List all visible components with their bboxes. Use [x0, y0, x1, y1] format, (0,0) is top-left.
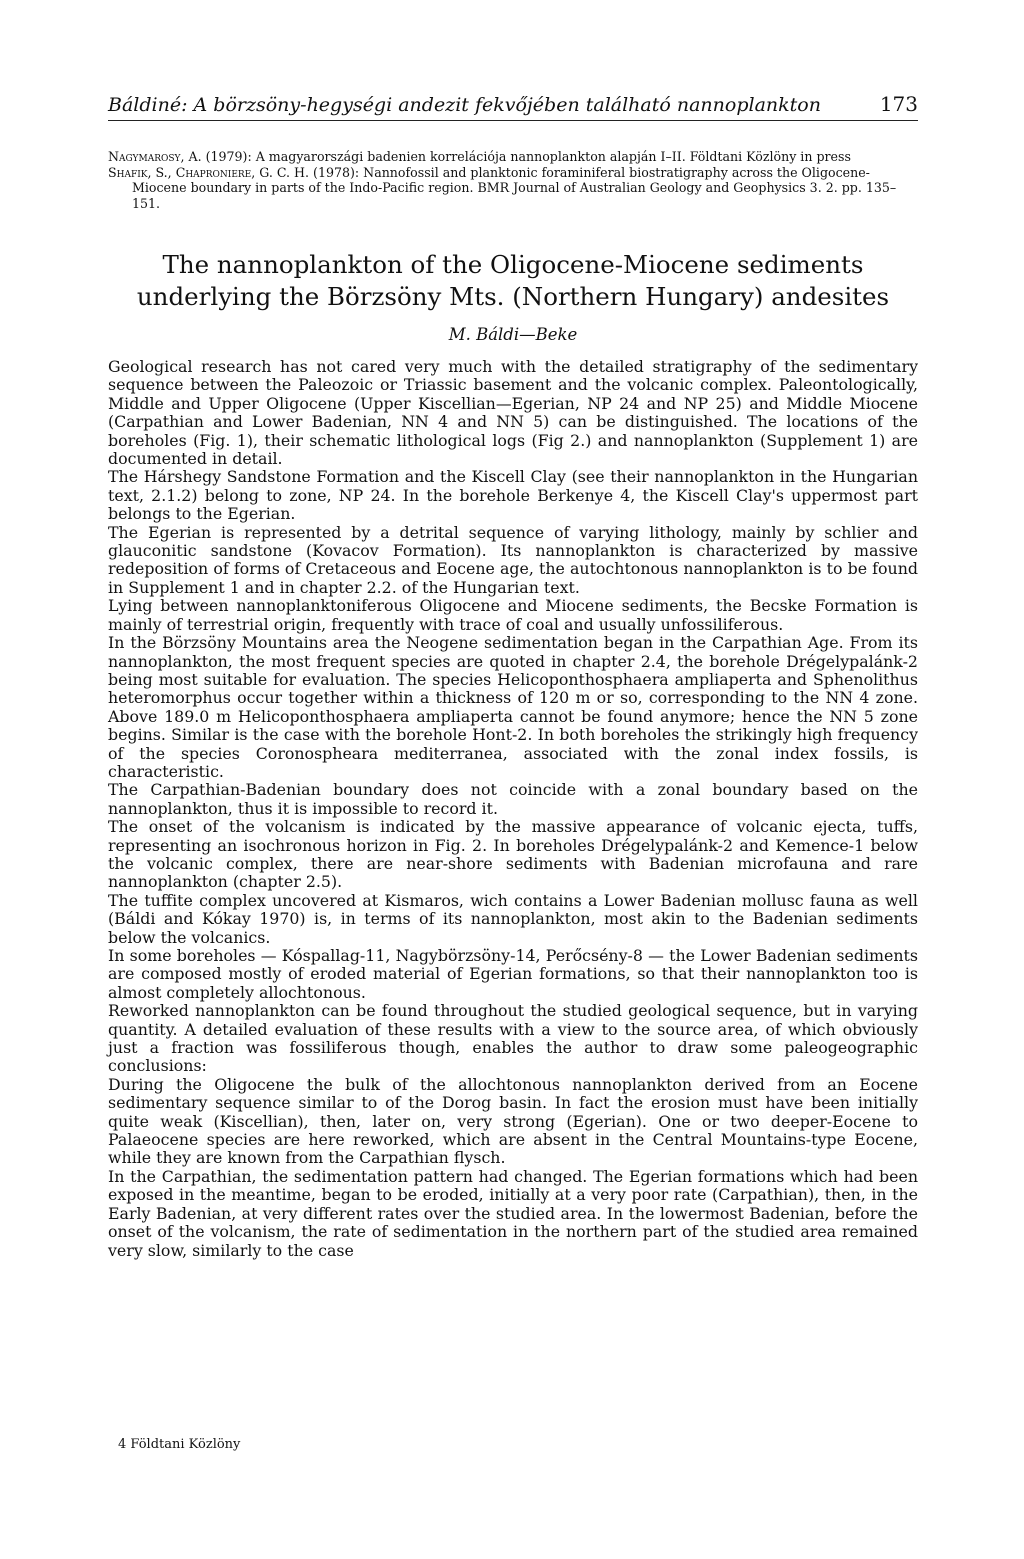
- running-title: Báldiné: A börzsöny-hegységi andezit fekvőjében található nannoplankton: [108, 94, 821, 116]
- reference-item: [108, 165, 918, 212]
- body-paragraph: In the Börzsöny Mountains area the Neogene sedimentation began in the Carpathian Age. From its nannoplankton, the most frequent species are quoted in chapter 2.4, the borehole Drégelypalánk-2 being most suitable for evaluation. The species Helicoponthosphaera ampliaperta and Sphenolithus heteromorphus occur together within a thickness of 120 m or so, corresponding to the NN 4 zone. Above 189.0 m Helicoponthosphaera ampliaperta cannot be found anymore; hence the NN 5 zone begins. Similar is the case with the borehole Hont-2. In both boreholes the strikingly high frequency of the species Coronospheara mediterranea, associated with the zonal index fossils, is characteristic.: [108, 633, 918, 781]
- article-author: M. Báldi—Beke: [448, 325, 578, 344]
- reference-text: (1978): Nannofossil and planktonic foraminiferal biostratigraphy across the Oligocene-Miocene boundary in parts of the Indo-Pacific region. BMR Journal of Australian Geology and Geophysics 3. 2. pp. 135–151.: [132, 164, 897, 211]
- body-paragraph: The Carpathian-Badenian boundary does not coincide with a zonal boundary based on the nannoplankton, thus it is impossible to record it.: [108, 780, 918, 818]
- body-paragraph: The Hárshegy Sandstone Formation and the Kiscell Clay (see their nannoplankton in the Hungarian text, 2.1.2) belong to zone, NP 24. In the borehole Berkenye 4, the Kiscell Clay's uppermost part belongs to the Egerian.: [108, 467, 918, 524]
- page-number: 173: [879, 92, 918, 116]
- body-paragraph: The Egerian is represented by a detrital sequence of varying lithology, mainly by schlier and glauconitic sandstone (Kovacov Formation). Its nannoplankton is characterized by massive redeposition of forms of Cretaceous and Eocene age, the autochtonous nannoplankton is to be found in Supplement 1 and in chapter 2.2. of the Hungarian text.: [108, 522, 918, 597]
- body-paragraph: Lying between nannoplanktoniferous Oligocene and Miocene sediments, the Becske Formation is mainly of terrestrial origin, frequently with trace of coal and usually unfossiliferous.: [108, 596, 918, 634]
- body-paragraph: During the Oligocene the bulk of the allochtonous nannoplankton derived from an Eocene sedimentary sequence similar to of the Dorog basin. In fact the erosion must have been initially quite weak (Kiscellian), then, later on, very strong (Egerian). One or two deeper-Eocene to Palaeocene species are here reworked, which are absent in the Central Mountains-type Eocene, while they are known from the Carpathian flysch.: [108, 1074, 918, 1168]
- body-paragraph: Geological research has not cared very much with the detailed stratigraphy of the sedimentary sequence between the Paleozoic or Triassic basement and the volcanic complex. Paleontologically, Middle and Upper Oligocene (Upper Kiscellian—Egerian, NP 24 and NP 25) and Middle Miocene (Carpathian and Lower Badenian, NN 4 and NN 5) can be distinguished. The locations of the boreholes (Fig. 1), their schematic lithological logs (Fig 2.) and nannoplankton (Supplement 1) are documented in detail.: [108, 357, 918, 469]
- reference-author: Shafik, S., Chaproniere, G. C. H.: [108, 164, 310, 180]
- body-paragraph: The onset of the volcanism is indicated by the massive appearance of volcanic ejecta, tuffs, representing an isochronous horizon in Fig. 2. In boreholes Drégelypalánk-2 and Kemence-1 below the volcanic complex, there are near-shore sediments with Badenian microfauna and rare nannoplankton (chapter 2.5).: [108, 817, 918, 892]
- reference-item: [108, 149, 918, 165]
- reference-text: (1979): A magyarországi badenien korrelációja nannoplankton alapján I–II. Földtani Közlöny in press: [201, 149, 851, 164]
- running-header: [108, 92, 918, 121]
- page: [108, 92, 918, 1260]
- page-footer: 4 Földtani Közlöny: [118, 1437, 241, 1452]
- article-title: [108, 249, 918, 313]
- article-title-line: underlying the Börzsöny Mts. (Northern Hungary) andesites: [136, 282, 890, 311]
- reference-list: [108, 149, 918, 211]
- body-paragraph: Reworked nannoplankton can be found throughout the studied geological sequence, but in varying quantity. A detailed evaluation of these results with a view to the source area, of which obviously just a fraction was fossiliferous though, enables the author to draw some paleogeographic conclusions:: [108, 1001, 918, 1076]
- article-body: [108, 358, 918, 1260]
- body-paragraph: In the Carpathian, the sedimentation pattern had changed. The Egerian formations which had been exposed in the meantime, began to be eroded, initially at a very poor rate (Carpathian), then, in the Early Badenian, at very different rates over the studied area. In the lowermost Badenian, before the onset of the volcanism, the rate of sedimentation in the northern part of the studied area remained very slow, similarly to the case: [108, 1166, 918, 1260]
- body-paragraph: In some boreholes — Kóspallag-11, Nagybörzsöny-14, Perőcsény-8 — the Lower Badenian sediments are composed mostly of eroded material of Egerian formations, so that their nannoplankton too is almost completely allochtonous.: [108, 946, 918, 1002]
- article-title-line: The nannoplankton of the Oligocene-Miocene sediments: [162, 250, 864, 279]
- reference-author: Nagymarosy, A.: [108, 149, 202, 164]
- body-paragraph: The tuffite complex uncovered at Kismaros, wich contains a Lower Badenian mollusc fauna as well (Báldi and Kókay 1970) is, in terms of its nannoplankton, most akin to the Badenian sediments below the volcanics.: [108, 890, 918, 947]
